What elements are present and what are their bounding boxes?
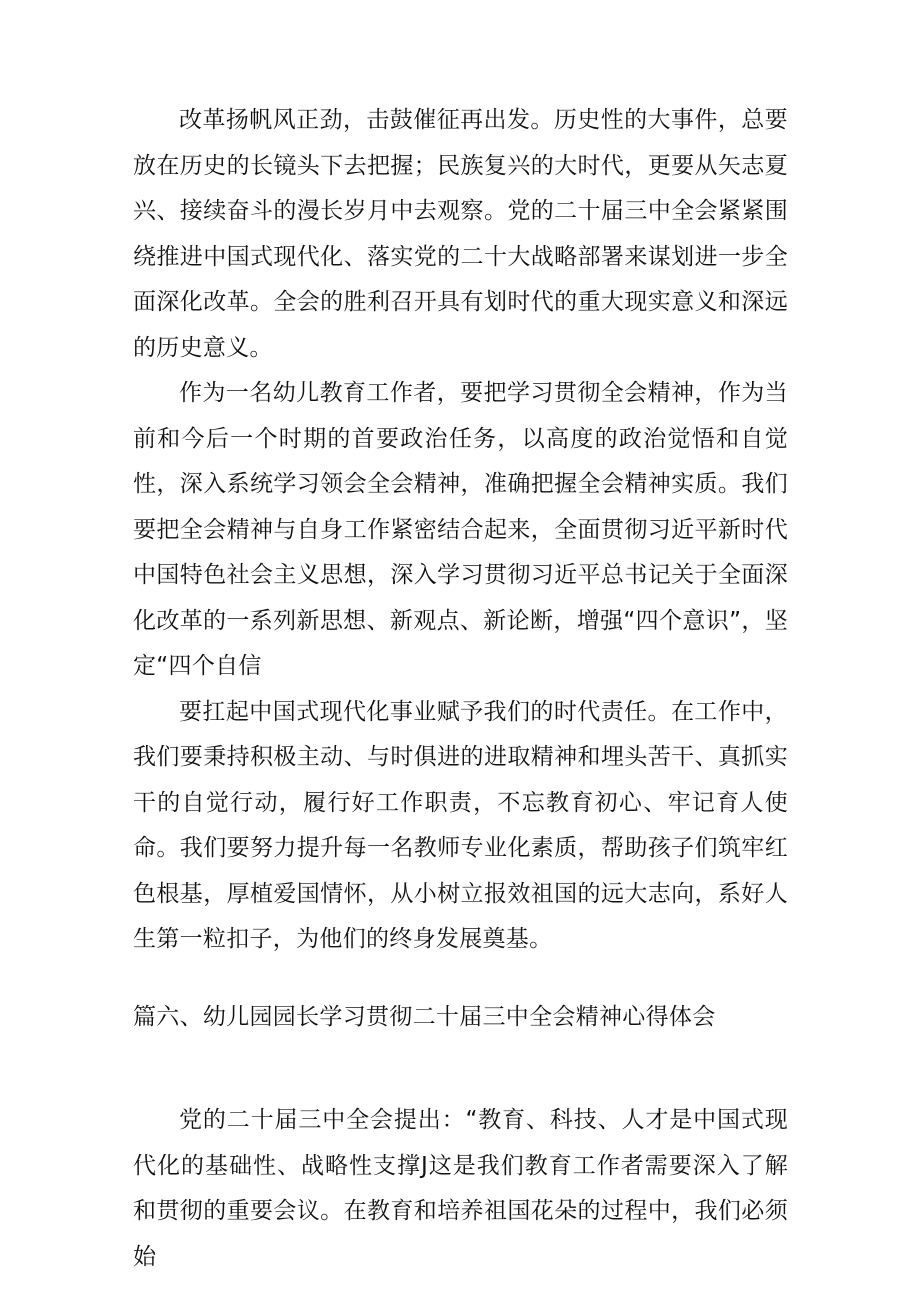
- section-heading: 篇六、幼儿园园长学习贯彻二十届三中全会精神心得体会: [133, 1003, 716, 1030]
- paragraph-reform: 改革扬帆风正劲，击鼓催征再出发。历史性的大事件，总要放在历史的长镜头下去把握；民族复兴的大时代，更要从矢志夏兴、接续奋斗的漫长岁月中去观察。党的二十届三中全会紧紧围绕推进中国式现代化、落实党的二十大战略部署来谋划进一步全面深化改革。全会的胜利召开具有划时代的重大现实意义和深远的历史意义。: [133, 107, 788, 361]
- paragraph-responsibility: 要扛起中国式现代化事业赋予我们的时代责任。在工作中，我们要秉持积极主动、与时俱进的进取精神和埋头苦干、真抓实干的自觉行动，履行好工作职责，不忘教育初心、牢记育人使命。我们要努力提升每一名教师专业化素质，帮助孩子们筑牢红色根基，厚植爱国情怀，从小树立报效祖国的远大志向，系好人生第一粒扣子，为他们的终身发展奠基。: [133, 698, 788, 952]
- paragraph-plenum-quote: 党的二十届三中全会提出：“教育、科技、人才是中国式现代化的基础性、战略性支撑J这是我们教育工作者需要深入了解和贯彻的重要会议。在教育和培养祖国花朵的过程中，我们必须始: [133, 1107, 788, 1270]
- paragraph-educator-duty: 作为一名幼儿教育工作者，要把学习贯彻全会精神，作为当前和今后一个时期的首要政治任务，以高度的政治觉悟和自觉性，深入系统学习领会全会精神，准确把握全会精神实质。我们要把全会精神与自身工作紧密结合起来，全面贯彻习近平新时代中国特色社会主义思想，深入学习贯彻习近平总书记关于全面深化改革的一系列新思想、新观点、新论断，增强“四个意识”，坚定“四个自信: [133, 380, 788, 679]
